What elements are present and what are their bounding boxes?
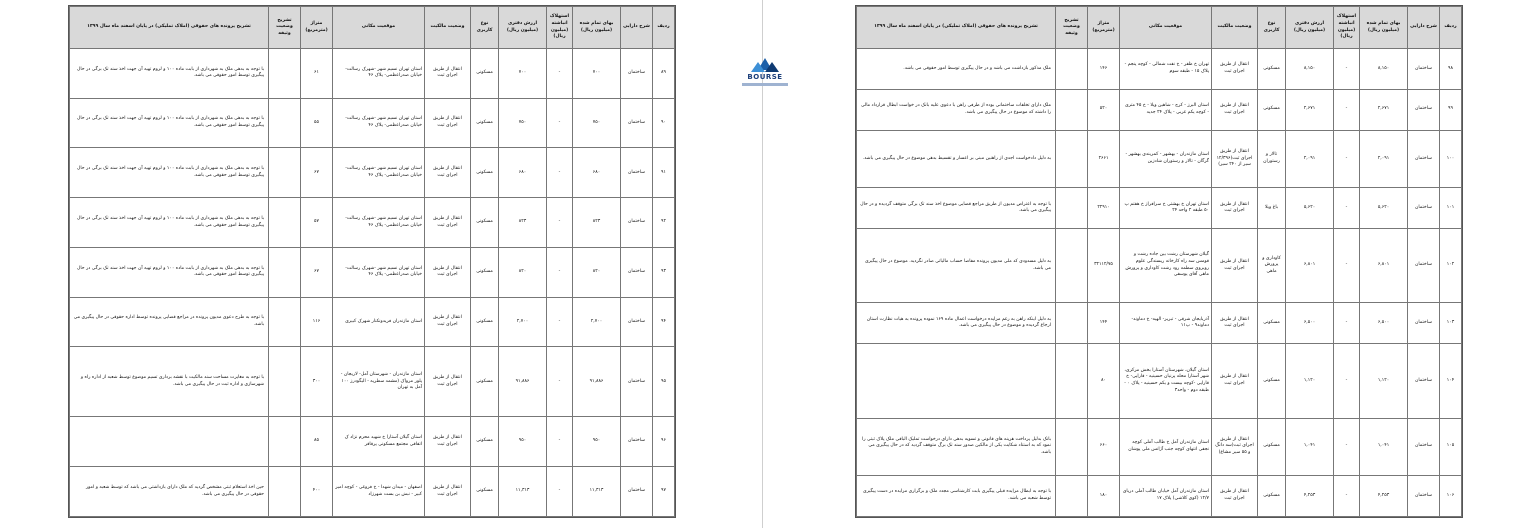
cell-ownership: انتقال از طریق اجرای ثبت	[425, 148, 471, 198]
cell-depreciation: -	[1334, 229, 1360, 303]
cell-location: استان مازندران آمل خیابان طالب آملی دریای ۱۲/۷ (کوی کلاشی) پلاک ۱۷	[1120, 476, 1212, 517]
cell-location: آذربایجان شرقی - تبریز- الهیه- خ دماوند- دماوند۹ - پ۱۱	[1120, 303, 1212, 344]
header-description: تشریح پرونده های حقوقی (املاک تملیکی) در پایان اسفند ماه سال ۱۳۹۹	[857, 7, 1056, 49]
cell-book-value: ۱,۰۴۱	[1286, 418, 1334, 476]
header-location: موقعیت مکانی	[333, 7, 425, 49]
cell-use: مسکونی	[1258, 418, 1286, 476]
table-header-row	[70, 7, 675, 49]
cell-depreciation: -	[547, 347, 573, 417]
cell-location: استان تهران نسیم شهر -شهرک رسالت- خیابان صدراعظمی- پلاک ۴۶	[333, 49, 425, 99]
cell-use: مسکونی	[471, 347, 499, 417]
cell-price: ۸,۱۵۰	[1360, 49, 1408, 90]
table-row	[70, 98, 675, 148]
cell-description: حین اخذ استعلام ثبتی مشخص گردید که ملک دارای بازداشتی می باشد که توسط شعبه و امور حقوقی در حال پیگیری می باشد.	[70, 467, 269, 517]
cell-ownership: انتقال از طریق اجرای ثبت(۱۲/۳۹۶ سیر از ۲۴۰ سیر)	[1212, 130, 1258, 188]
cell-price: ۱۱,۳۱۳	[573, 467, 621, 517]
table-row	[857, 344, 1462, 418]
cell-ownership: انتقال از طریق اجرای ثبت	[1212, 344, 1258, 418]
header-location: موقعیت مکانی	[1120, 7, 1212, 49]
cell-area: ۲۶۶۱	[1088, 130, 1120, 188]
cell-book-value: ۶,۵۰۰	[1286, 303, 1334, 344]
cell-description	[70, 417, 269, 467]
cell-asset: ساختمان	[1408, 188, 1440, 229]
cell-price: ۴,۲۵۳	[1360, 476, 1408, 517]
cell-ownership: انتقال از طریق اجرای ثبت	[425, 347, 471, 417]
header-price: بهای تمام شده (میلیون ریال)	[573, 7, 621, 49]
cell-row-number: ۹۲	[653, 198, 675, 248]
cell-depreciation: -	[1334, 188, 1360, 229]
cell-ownership: انتقال از طریق اجرای ثبت	[425, 297, 471, 347]
cell-use: مسکونی	[1258, 344, 1286, 418]
cell-price: ۶,۵۰۰	[1360, 303, 1408, 344]
cell-location: استان تهران خ بهشتی خ سرافراز خ هفتم پ ۵۰ طبقه ۲ واحد ۲۴	[1120, 188, 1212, 229]
cell-location: استان مازندران فریدونکنار شهرک کبیری	[333, 297, 425, 347]
header-deed: تشریح وضعیت وثیقه	[269, 7, 301, 49]
cell-ownership: انتقال از طریق اجرای ثبت	[1212, 303, 1258, 344]
cell-description: با توجه به بدهی ملک به شهرداری از بابت ماده ۱۰۰ و لزوم تهیه آن جهت اخذ سند تک برگی در حال پیگیری توسط امور حقوقی می باشد.	[70, 198, 269, 248]
cell-deed	[269, 49, 301, 99]
table-row	[70, 297, 675, 347]
cell-use: مسکونی	[471, 198, 499, 248]
cell-depreciation: -	[547, 98, 573, 148]
cell-use: تالار و رستوران	[1258, 130, 1286, 188]
cell-area: ۵۵	[301, 98, 333, 148]
cell-asset: ساختمان	[621, 49, 653, 99]
cell-price: ۱,۱۲۰	[1360, 344, 1408, 418]
cell-ownership: انتقال از طریق اجرای ثبت	[425, 247, 471, 297]
cell-location: استان گیلان آستارا خ شهید محرم نژاد ک اتفاقی مجتمع مسکونی پرقاقر	[333, 417, 425, 467]
cell-area: ۸۰	[1088, 344, 1120, 418]
cell-asset: ساختمان	[1408, 229, 1440, 303]
cell-asset: ساختمان	[621, 347, 653, 417]
table-row	[70, 49, 675, 99]
cell-price: ۷۵۰	[573, 98, 621, 148]
cell-book-value: ۹۵۰	[499, 417, 547, 467]
cell-price: ۱,۰۴۱	[1360, 418, 1408, 476]
cell-row-number: ۹۵	[653, 347, 675, 417]
cell-use: مسکونی	[471, 49, 499, 99]
cell-description: با توجه به اعتراض مدیون از طریق مراجع قضایی موضوع اخذ سند تک برگی متوقف گردیده و در حال پیگیری می باشد.	[857, 188, 1056, 229]
header-use: نوع کاربری	[471, 7, 499, 49]
cell-depreciation: -	[547, 49, 573, 99]
assets-table-left	[69, 6, 675, 517]
cell-ownership: انتقال از طریق اجرای ثبت	[425, 49, 471, 99]
cell-deed	[269, 148, 301, 198]
table-row	[70, 198, 675, 248]
cell-description: به دلیل اینکه راهن به رغم مزایده درخواست اعمال ماده ۱۶۹ نموده پرونده به هیات نظارت استان ارجاع گردیده و موضوع در حال پیگیری می باشد.	[857, 303, 1056, 344]
cell-description: بانک بدلیل پرداخت هزینه های قانونی و تسویه بدهی دارای درخواست تملیک الباقی ملک پلاک ثبتی را نمود که به استناد شکایت یکی از مالکین صدور سند تک برگ متوقف گردید که در حال پیگیری می باشد.	[857, 418, 1056, 476]
cell-ownership: انتقال از طریق اجرای ثبت	[1212, 188, 1258, 229]
header-deed: تشریح وضعیت وثیقه	[1056, 7, 1088, 49]
header-use: نوع کاربری	[1258, 7, 1286, 49]
cell-ownership: انتقال از طریق اجرای ثبت	[425, 417, 471, 467]
cell-book-value: ۵,۶۲۰	[1286, 188, 1334, 229]
cell-asset: ساختمان	[621, 198, 653, 248]
header-book-value: ارزش دفتری (میلیون ریال)	[499, 7, 547, 49]
cell-price: ۶,۸۰۱	[1360, 229, 1408, 303]
cell-deed	[1056, 418, 1088, 476]
cell-area: ۶۷	[301, 247, 333, 297]
cell-ownership: انتقال از طریق اجرای ثبت	[425, 98, 471, 148]
cell-asset: ساختمان	[621, 467, 653, 517]
cell-deed	[1056, 303, 1088, 344]
table-row	[857, 130, 1462, 188]
cell-use: مسکونی	[1258, 476, 1286, 517]
cell-row-number: ۸۹	[653, 49, 675, 99]
cell-depreciation: -	[1334, 344, 1360, 418]
cell-ownership: انتقال از طریق اجرای ثبت	[1212, 49, 1258, 90]
cell-price: ۲,۰۹۱	[1360, 130, 1408, 188]
table-row	[857, 229, 1462, 303]
cell-deed	[1056, 229, 1088, 303]
cell-row-number: ۱۰۶	[1440, 476, 1462, 517]
cell-use: مسکونی	[1258, 303, 1286, 344]
cell-description: با توجه به بدهی ملک به شهرداری از بابت ماده ۱۰۰ و لزوم تهیه آن جهت اخذ سند تک برگی در حال پیگیری توسط امور حقوقی می باشد.	[70, 49, 269, 99]
cell-price: ۸۲۳	[573, 198, 621, 248]
header-row-number: ردیف	[653, 7, 675, 49]
cell-use: مسکونی	[471, 467, 499, 517]
header-ownership: وضعیت مالکیت	[1212, 7, 1258, 49]
cell-location: استان تهران نسیم شهر -شهرک رسالت- خیابان صدراعظمی- پلاک ۴۶	[333, 247, 425, 297]
cell-deed	[269, 467, 301, 517]
cell-asset: ساختمان	[621, 417, 653, 467]
assets-table-right	[856, 6, 1462, 517]
cell-price: ۷۰۰	[573, 49, 621, 99]
cell-depreciation: -	[547, 297, 573, 347]
cell-price: ۵,۶۲۰	[1360, 188, 1408, 229]
header-depreciation: استهلاک انباشته (میلیون ریال)	[1334, 7, 1360, 49]
cell-location: استان تهران نسیم شهر -شهرک رسالت- خیابان صدراعظمی- پلاک ۴۶	[333, 148, 425, 198]
table-row	[857, 49, 1462, 90]
cell-use: کاوداری و پرورش ماهی	[1258, 229, 1286, 303]
header-ownership: وضعیت مالکیت	[425, 7, 471, 49]
cell-deed	[1056, 344, 1088, 418]
cell-row-number: ۹۶	[653, 417, 675, 467]
cell-asset: ساختمان	[1408, 476, 1440, 517]
cell-deed	[269, 98, 301, 148]
cell-asset: ساختمان	[1408, 418, 1440, 476]
cell-location: استان تهران نسیم شهر -شهرک رسالت- خیابان صدراعظمی- پلاک ۴۶	[333, 98, 425, 148]
cell-asset: ساختمان	[1408, 49, 1440, 90]
cell-location: گیلان شهرستان رشت بین جاده رشت و قومس سه راه کارخانه ریسندگی علوم روبروی سطمه رود رشت کاوداری و پرورش ماهی آقای یوسفی	[1120, 229, 1212, 303]
cell-depreciation: -	[1334, 476, 1360, 517]
cell-deed	[269, 417, 301, 467]
cell-depreciation: -	[547, 247, 573, 297]
cell-deed	[1056, 89, 1088, 130]
cell-description: به دلیل دادخواست اجدی از راهنین مبنی بر اعسار و تقسیط بدهی موضوع در حال پیگیری می باشد.	[857, 130, 1056, 188]
cell-area: ۱۴۶	[1088, 49, 1120, 90]
cell-area: ۶۱	[301, 49, 333, 99]
cell-asset: ساختمان	[621, 247, 653, 297]
cell-location: تهران خ ظفر - خ نفت شمالی - کوچه پنجم - پلاک ۱۵ - طبقه سوم	[1120, 49, 1212, 90]
cell-book-value: ۱,۱۲۰	[1286, 344, 1334, 418]
cell-row-number: ۱۰۲	[1440, 229, 1462, 303]
cell-use: مسکونی	[471, 247, 499, 297]
cell-row-number: ۹۴	[653, 297, 675, 347]
cell-depreciation: -	[547, 198, 573, 248]
cell-location: استان گیلان، شهرستان آستارا بخش مرکزی، شهر آستارا محله پرنیان حسینیه - قاراپی- خ قاراپی -کوچه بیست و یکم حسینیه - پلاک ۰ - طبقه دوم - واحد۳	[1120, 344, 1212, 418]
cell-use: مسکونی	[471, 98, 499, 148]
cell-location: اصفهان - میدان شهدا - خ فروغی - کوچه امیر کبیر - نبش بن بست شهرزاد	[333, 467, 425, 517]
cell-asset: ساختمان	[1408, 344, 1440, 418]
cell-deed	[269, 247, 301, 297]
cell-price: ۲,۷۰۰	[573, 297, 621, 347]
header-asset: شرح دارایی	[621, 7, 653, 49]
document-page-left	[68, 5, 676, 518]
cell-book-value: ۲,۰۹۱	[1286, 130, 1334, 188]
header-book-value: ارزش دفتری (میلیون ریال)	[1286, 7, 1334, 49]
cell-book-value: ۴,۲۵۳	[1286, 476, 1334, 517]
cell-book-value: ۶۸۰	[499, 148, 547, 198]
cell-description: با توجه به مغایرت مساحت سند مالکیت با نقشه برداری تسیم موضوع توسط شعبه از اداره راه و شهرسازی و اداره ثبت در حال پیگیری می باشد.	[70, 347, 269, 417]
cell-area: ۳۲۱۱۲/۷۵	[1088, 229, 1120, 303]
cell-area: ۲۲۹۱۰	[1088, 188, 1120, 229]
cell-deed	[1056, 188, 1088, 229]
cell-description: با توجه به بدهی ملک به شهرداری از بابت ماده ۱۰۰ و لزوم تهیه آن جهت اخذ سند تک برگی در حال پیگیری توسط امور حقوقی می باشد.	[70, 148, 269, 198]
cell-description: با توجه به بدهی ملک به شهرداری از بابت ماده ۱۰۰ و لزوم تهیه آن جهت اخذ سند تک برگی در حال پیگیری توسط امور حقوقی می باشد.	[70, 98, 269, 148]
cell-asset: ساختمان	[621, 148, 653, 198]
cell-row-number: ۹۳	[653, 247, 675, 297]
cell-price: ۹۱,۸۸۶	[573, 347, 621, 417]
logo-subline	[742, 83, 788, 86]
cell-area: ۶۶۰	[1088, 418, 1120, 476]
cell-location: استان مازندران آمل خ طالب آملی کوچه نجفی انتهای کوچه جنب آژانس ملی پوشان	[1120, 418, 1212, 476]
cell-row-number: ۹۹	[1440, 89, 1462, 130]
cell-row-number: ۹۷	[653, 467, 675, 517]
cell-ownership: انتقال از طریق اجرای ثبت	[1212, 476, 1258, 517]
cell-row-number: ۱۰۳	[1440, 303, 1462, 344]
cell-book-value: ۸۲۳	[499, 198, 547, 248]
cell-row-number: ۹۰	[653, 98, 675, 148]
header-asset: شرح دارایی	[1408, 7, 1440, 49]
cell-location: استان مازندران - شهرستان آمل- لاریجان - پلور مرواک (مشمد سطریه - الیگودرز ۱۰۰ آمل به تهران	[333, 347, 425, 417]
cell-book-value: ۷۵۰	[499, 98, 547, 148]
cell-use: مسکونی	[1258, 49, 1286, 90]
cell-deed	[269, 198, 301, 248]
cell-row-number: ۱۰۱	[1440, 188, 1462, 229]
logo-word: BOURSE	[747, 73, 783, 81]
cell-row-number: ۱۰۴	[1440, 344, 1462, 418]
cell-use: مسکونی	[471, 417, 499, 467]
table-row	[70, 467, 675, 517]
cell-asset: ساختمان	[1408, 89, 1440, 130]
header-area: متراژ (مترمربع)	[1088, 7, 1120, 49]
cell-area: ۵۷	[301, 198, 333, 248]
cell-asset: ساختمان	[621, 98, 653, 148]
cell-use: باغ ویلا	[1258, 188, 1286, 229]
cell-deed	[269, 347, 301, 417]
table-row	[857, 476, 1462, 517]
cell-row-number: ۹۸	[1440, 49, 1462, 90]
header-price: بهای تمام شده (میلیون ریال)	[1360, 7, 1408, 49]
cell-area: ۱۸۰	[1088, 476, 1120, 517]
cell-ownership: انتقال از طریق اجرای ثبت	[425, 467, 471, 517]
cell-deed	[1056, 130, 1088, 188]
cell-asset: ساختمان	[1408, 130, 1440, 188]
cell-book-value: ۶,۸۰۱	[1286, 229, 1334, 303]
cell-depreciation: -	[1334, 89, 1360, 130]
cell-depreciation: -	[1334, 49, 1360, 90]
cell-area: ۸۵	[301, 417, 333, 467]
table-row	[70, 247, 675, 297]
cell-depreciation: -	[1334, 130, 1360, 188]
cell-description	[857, 344, 1056, 418]
header-row-number: ردیف	[1440, 7, 1462, 49]
cell-description: با توجه به طرح دعوی مدیون پرونده در مراجع قضایی پرونده توسط اداره حقوقی در حال پیگیری می باشد.	[70, 297, 269, 347]
cell-location: استان تهران نسیم شهر -شهرک رسالت- خیابان صدراعظمی- پلاک ۴۶	[333, 198, 425, 248]
cell-ownership: انتقال از طریق اجرای ثبت	[1212, 89, 1258, 130]
cell-description: ملک دارای تخلفات ساختمانی بوده از طرفی راهن با دعوی علیه بانک در خواست ابطال قرارداد مالی را داشته که موضوع در حال پیگیری می باشد.	[857, 89, 1056, 130]
header-description: تشریح پرونده های حقوقی (املاک تملیکی) در پایان اسفند ماه سال ۱۳۹۹	[70, 7, 269, 49]
cell-price: ۹۵۰	[573, 417, 621, 467]
cell-deed	[269, 297, 301, 347]
table-row	[857, 89, 1462, 130]
cell-location: استان البرز - کرج - شاهین ویلا - خ ۴۵ متری - کوچه یکم غربی - پلاک ۲۴ جدید	[1120, 89, 1212, 130]
cell-deed	[1056, 49, 1088, 90]
cell-use: مسکونی	[471, 297, 499, 347]
table-header-row	[857, 7, 1462, 49]
cell-area: ۳۰۰	[301, 347, 333, 417]
cell-row-number: ۹۱	[653, 148, 675, 198]
table-row	[70, 417, 675, 467]
table-body-left	[70, 49, 675, 517]
cell-ownership: انتقال از طریق اجرای ثبت	[425, 198, 471, 248]
cell-price: ۲,۶۷۱	[1360, 89, 1408, 130]
table-row	[857, 418, 1462, 476]
cell-book-value: ۲,۷۰۰	[499, 297, 547, 347]
cell-use: مسکونی	[471, 148, 499, 198]
cell-book-value: ۸,۱۵۰	[1286, 49, 1334, 90]
cell-depreciation: -	[1334, 418, 1360, 476]
cell-asset: ساختمان	[1408, 303, 1440, 344]
cell-row-number: ۱۰۰	[1440, 130, 1462, 188]
cell-depreciation: -	[547, 148, 573, 198]
cell-area: ۶۷	[301, 148, 333, 198]
cell-book-value: ۷۰۰	[499, 49, 547, 99]
cell-row-number: ۱۰۵	[1440, 418, 1462, 476]
cell-price: ۶۸۰	[573, 148, 621, 198]
cell-use: مسکونی	[1258, 89, 1286, 130]
cell-book-value: ۹۱,۸۸۶	[499, 347, 547, 417]
cell-book-value: ۱۱,۳۱۳	[499, 467, 547, 517]
cell-description: ملک مذکور بازداشت می باشد و در حال پیگیری توسط امور حقوقی می باشد.	[857, 49, 1056, 90]
cell-depreciation: -	[547, 467, 573, 517]
cell-description: با توجه به ابطال مزایده قبلی پیگیری بابت کارشناسی مجدد ملک و برگزاری مزایده در دست پیگیری توسط شعبه می باشد.	[857, 476, 1056, 517]
cell-location: استان مازندران - بهشهر - کمربندی بهشهر - گرگان - تالار و رستوران شادزین	[1120, 130, 1212, 188]
cell-ownership: انتقال از طریق اجرای ثبت	[1212, 229, 1258, 303]
cell-area: ۱۱۶	[301, 297, 333, 347]
header-depreciation: استهلاک انباشته (میلیون ریال)	[547, 7, 573, 49]
cell-asset: ساختمان	[621, 297, 653, 347]
cell-description: به دلیل مسدودی کد ملی مدیون پرونده مفاصا حساب مالیاتی صادر نگردید. موضوع در حال پیگیری می باشد.	[857, 229, 1056, 303]
cell-area: ۱۴۴	[1088, 303, 1120, 344]
table-row	[70, 148, 675, 198]
cell-depreciation: -	[547, 417, 573, 467]
cell-area: ۵۲۰	[1088, 89, 1120, 130]
cell-book-value: ۲,۶۷۱	[1286, 89, 1334, 130]
header-area: متراژ (مترمربع)	[301, 7, 333, 49]
table-row	[70, 347, 675, 417]
cell-area: ۴۰۰	[301, 467, 333, 517]
cell-description: با توجه به بدهی ملک به شهرداری از بابت ماده ۱۰۰ و لزوم تهیه آن جهت اخذ سند تک برگی در حال پیگیری توسط امور حقوقی می باشد.	[70, 247, 269, 297]
cell-ownership: انتقال از طریق اجرای ثبت(سه دانگ و ۵۵ سیر مشاع)	[1212, 418, 1258, 476]
document-page-right	[855, 5, 1463, 518]
table-row	[857, 303, 1462, 344]
table-body-right	[857, 49, 1462, 517]
cell-book-value: ۸۲۰	[499, 247, 547, 297]
cell-price: ۸۲۰	[573, 247, 621, 297]
cell-deed	[1056, 476, 1088, 517]
table-row	[857, 188, 1462, 229]
cell-depreciation: -	[1334, 303, 1360, 344]
